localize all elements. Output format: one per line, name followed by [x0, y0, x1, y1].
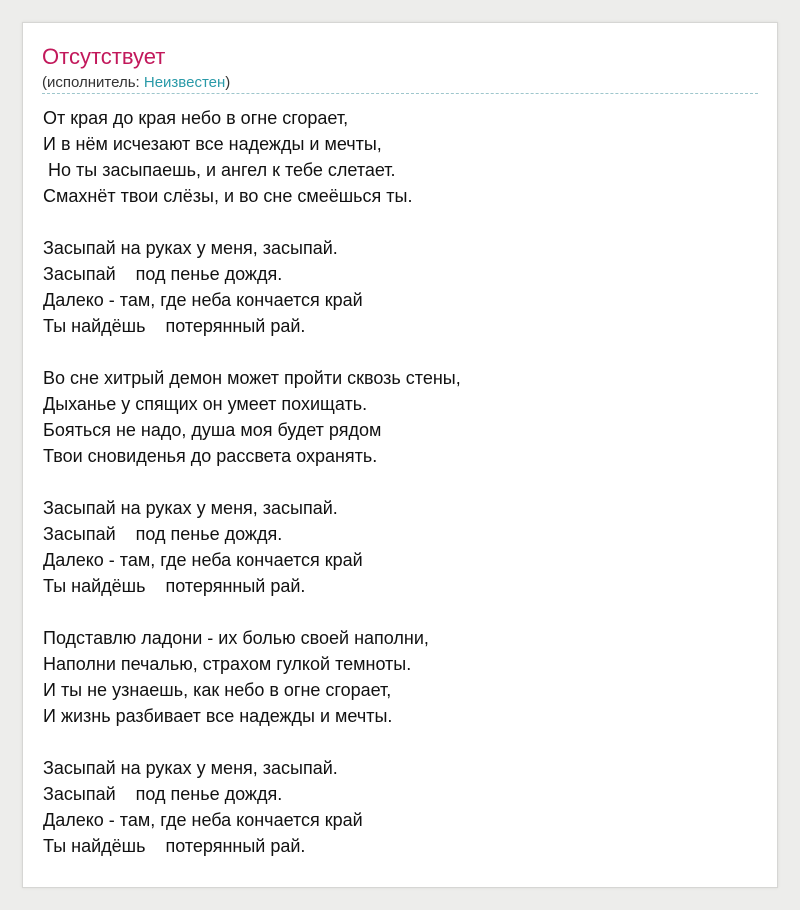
stanza-break: [43, 599, 759, 625]
lyric-line: Дыханье у спящих он умеет похищать.: [43, 394, 368, 414]
lyric-line: И в нём исчезают все надежды и мечты,: [43, 134, 382, 154]
lyric-line: Смахнёт твои слёзы, и во сне смеёшься ты.: [43, 186, 413, 206]
lyric-line: Далеко - там, где неба кончается край: [43, 810, 363, 830]
lyric-line: Ты найдёшь потерянный рай.: [43, 576, 306, 596]
lyric-line: Далеко - там, где неба кончается край: [43, 290, 363, 310]
lyric-line: Но ты засыпаешь, и ангел к тебе слетает.: [43, 160, 396, 180]
lyric-line: Засыпай на руках у меня, засыпай.: [43, 238, 338, 258]
stanza-break: [43, 209, 759, 235]
lyrics-text: [43, 105, 759, 859]
song-title: Отсутствует: [42, 44, 166, 69]
lyric-line: Наполни печалью, страхом гулкой темноты.: [43, 654, 412, 674]
lyrics-card: [22, 22, 778, 888]
lyric-line: Далеко - там, где неба кончается край: [43, 550, 363, 570]
stanza-break: [43, 469, 759, 495]
lyric-line: Подставлю ладони - их болью своей наполни,: [43, 628, 429, 648]
lyric-line: Твои сновиденья до рассвета охранять.: [43, 446, 378, 466]
lyric-line: Засыпай под пенье дождя.: [43, 264, 283, 284]
lyric-line: И ты не узнаешь, как небо в огне сгорает,: [43, 680, 392, 700]
lyric-line: От края до края небо в огне сгорает,: [43, 108, 349, 128]
artist-suffix: ): [225, 74, 231, 91]
artist-line: [42, 73, 230, 93]
lyric-line: Ты найдёшь потерянный рай.: [43, 836, 306, 856]
title-divider: [42, 93, 758, 94]
lyric-line: Во сне хитрый демон может пройти сквозь стены,: [43, 368, 461, 388]
lyric-line: Ты найдёшь потерянный рай.: [43, 316, 306, 336]
lyric-line: Засыпай на руках у меня, засыпай.: [43, 758, 338, 778]
artist-prefix: (исполнитель:: [42, 74, 144, 91]
stanza-break: [43, 339, 759, 365]
lyric-line: Засыпай под пенье дождя.: [43, 784, 283, 804]
lyric-line: Засыпай на руках у меня, засыпай.: [43, 498, 338, 518]
lyric-line: Бояться не надо, душа моя будет рядом: [43, 420, 382, 440]
stanza-break: [43, 729, 759, 755]
lyric-line: И жизнь разбивает все надежды и мечты.: [43, 706, 393, 726]
lyric-line: Засыпай под пенье дождя.: [43, 524, 283, 544]
artist-link[interactable]: Неизвестен: [143, 74, 226, 91]
